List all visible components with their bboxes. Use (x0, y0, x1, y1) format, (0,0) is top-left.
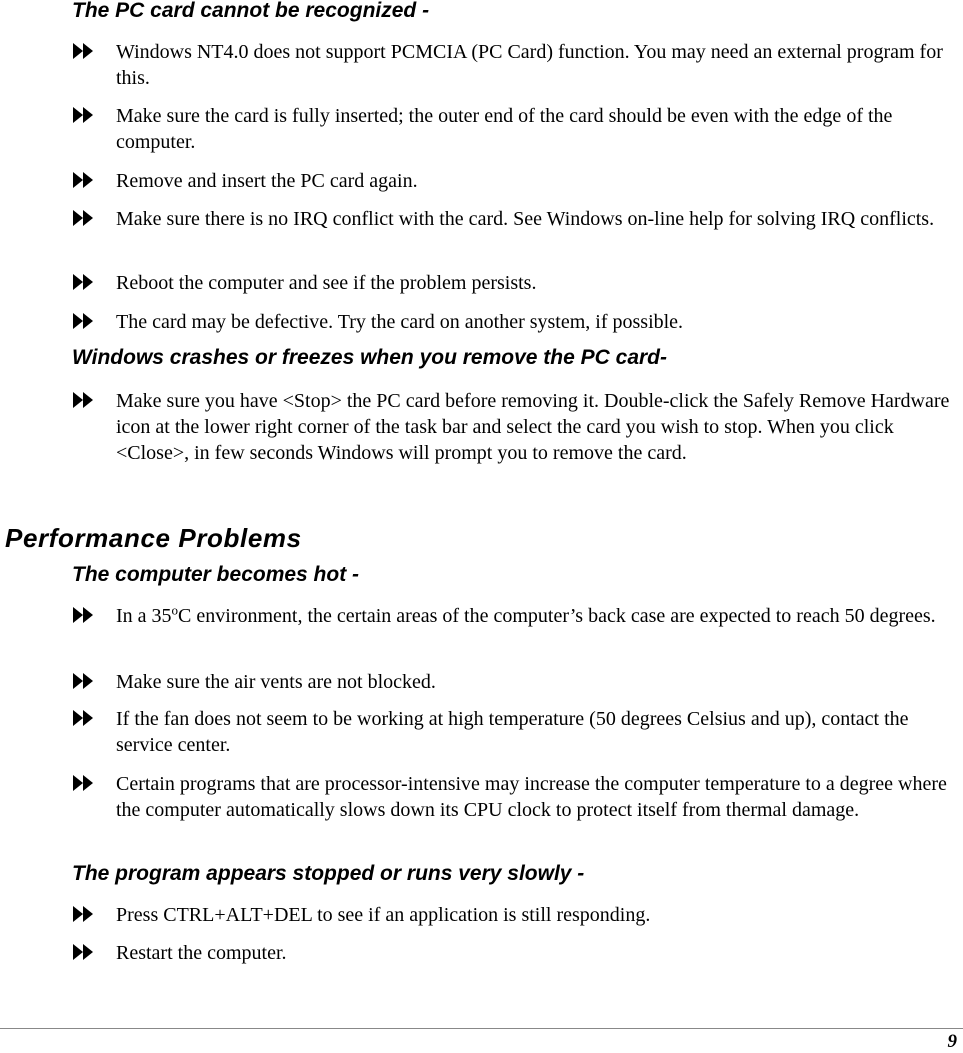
double-arrow-bullet-icon (72, 312, 94, 330)
list-item: Make sure there is no IRQ conflict with the card. See Windows on-line help for solving IRQ conflicts. (72, 206, 960, 232)
double-arrow-bullet-icon (72, 171, 94, 189)
double-arrow-bullet-icon (72, 106, 94, 124)
double-arrow-bullet-icon (72, 672, 94, 690)
list-item: Remove and insert the PC card again. (72, 168, 960, 194)
double-arrow-bullet-icon (72, 905, 94, 923)
list-item: Make sure the air vents are not blocked. (72, 669, 960, 695)
list-item: Certain programs that are processor-intensive may increase the computer temperature to a degree where the computer automatically slows down its CPU clock to protect itself from thermal damage. (72, 771, 960, 823)
windows-crashes-heading: Windows crashes or freezes when you remove the PC card- (72, 346, 667, 369)
footer-divider (0, 1028, 963, 1029)
list-item: If the fan does not seem to be working at high temperature (50 degrees Celsius and up), contact the service center. (72, 706, 960, 758)
pc-card-unrecognized-heading: The PC card cannot be recognized - (72, 0, 430, 22)
double-arrow-bullet-icon (72, 273, 94, 291)
list-item: Windows NT4.0 does not support PCMCIA (PC Card) function. You may need an external program for this. (72, 39, 960, 91)
list-item: The card may be defective. Try the card on another system, if possible. (72, 309, 960, 335)
list-item: In a 35$^o$C environment, the certain areas of the computer’s back case are expected to reach 50 degrees. (72, 603, 960, 629)
list-item: Reboot the computer and see if the problem persists. (72, 270, 960, 296)
double-arrow-bullet-icon (72, 943, 94, 961)
double-arrow-bullet-icon (72, 774, 94, 792)
list-item: Make sure you have <Stop> the PC card before removing it. Double-click the Safely Remove Hardware icon at the lower right corner of the task bar and select the card you wish to stop. When you click <Close>, in few seconds Windows will prompt you to remove the card. (72, 388, 960, 466)
double-arrow-bullet-icon (72, 391, 94, 409)
double-arrow-bullet-icon (72, 209, 94, 227)
computer-hot-heading: The computer becomes hot - (72, 563, 360, 586)
performance-problems-title: Performance Problems (5, 523, 302, 553)
list-item: Make sure the card is fully inserted; the outer end of the card should be even with the edge of the computer. (72, 103, 960, 155)
program-stopped-heading: The program appears stopped or runs very slowly - (72, 862, 585, 885)
double-arrow-bullet-icon (72, 606, 94, 624)
page-number: 9 (947, 1031, 957, 1052)
list-item: Restart the computer. (72, 940, 960, 966)
list-item: Press CTRL+ALT+DEL to see if an application is still responding. (72, 902, 960, 928)
double-arrow-bullet-icon (72, 709, 94, 727)
double-arrow-bullet-icon (72, 42, 94, 60)
